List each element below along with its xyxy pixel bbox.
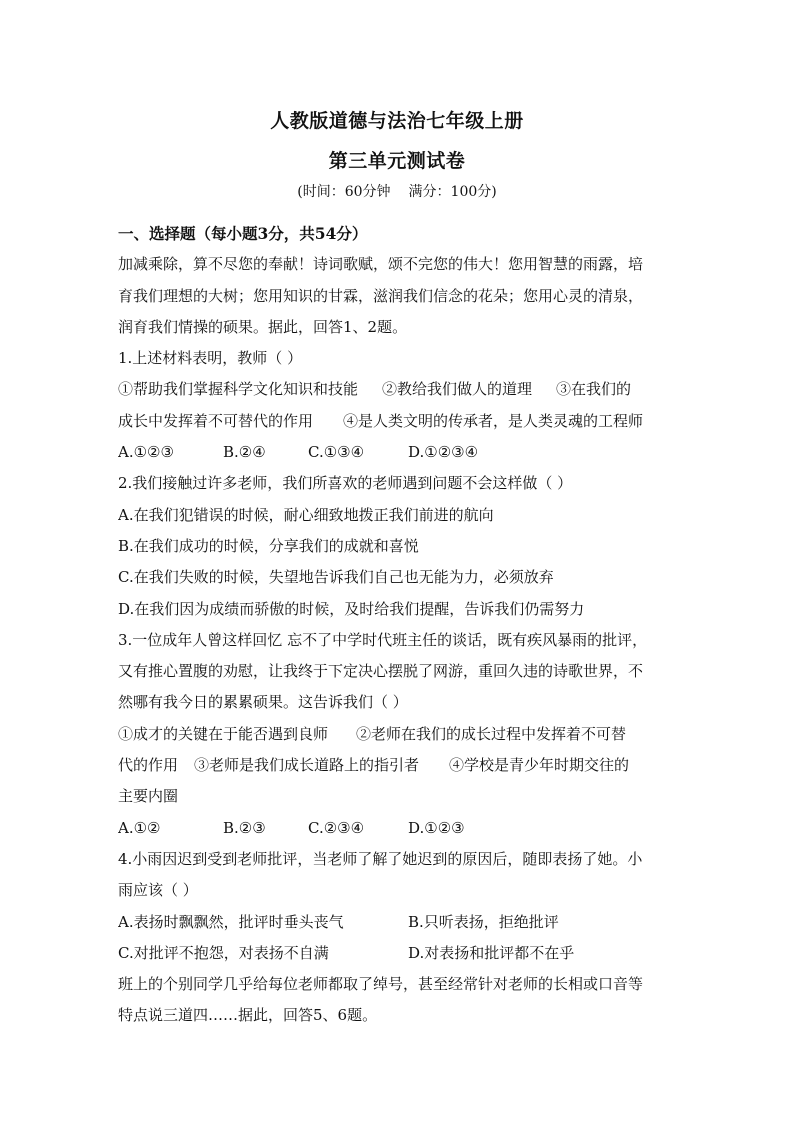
exam-info [0,181,794,201]
question-4-stem: 雨应该（ ） [118,881,198,900]
intro-text-line: 特点说三道四……据此，回答5、6题。 [118,1006,378,1025]
exam-content [118,218,688,1032]
section-heading: 一、选择题（每小题3分，共54分） [118,224,368,243]
question-3-stem: 然哪有我今日的累累硕果。这告诉我们（ ） [118,693,408,712]
choice-a: A.表扬时飘飘然，批评时垂头丧气 [118,912,344,931]
choice-a: A.①② [118,818,161,837]
time-limit: (时间：60分钟 [297,184,391,200]
choice-d: D.对表扬和批评都不在乎 [408,943,575,962]
statement: 代的作用 [118,756,179,775]
choice-b: B.只听表扬，拒绝批评 [408,912,559,931]
question-4-choices [118,907,688,938]
intro-text-line: 班上的个别同学几乎给每位老师都取了绰号，甚至经常针对老师的长相或口音等 [118,975,644,994]
question-4-choices [118,938,688,969]
choice-b: B.②③ [223,818,266,837]
choice-b: B.在我们成功的时候，分享我们的成就和喜悦 [118,536,419,555]
statement: ②教给我们做人的道理 [382,380,533,399]
question-3-statements [118,750,688,781]
statement: ③在我们的 [556,380,632,399]
statement: ③老师是我们成长道路上的指引者 [194,756,420,775]
question-3-statements [118,719,688,750]
full-score: 满分：100分) [408,184,497,200]
question-3-stem: 又有推心置腹的劝慰，让我终于下定决心摆脱了网游，重回久违的诗歌世界，不 [118,662,644,681]
choice-c: C.②③④ [308,818,365,837]
question-1-statements [118,374,688,405]
unit-title: 第三单元测试卷 [328,150,466,172]
question-1-choices [118,437,688,468]
question-3-stem: 3.一位成年人曾这样回忆 忘不了中学时代班主任的谈话，既有疾风暴雨的批评， [118,630,648,649]
question-3-choices [118,813,688,844]
intro-text-line: 加减乘除，算不尽您的奉献！诗词歌赋，颂不完您的伟大！您用智慧的雨露，培 [118,255,644,274]
intro-text-line: 育我们理想的大树；您用知识的甘霖，滋润我们信念的花朵；您用心灵的清泉， [118,286,644,305]
choice-c: C.对批评不抱怨，对表扬不自满 [118,943,329,962]
choice-c: C.①③④ [308,443,365,462]
choice-d: D.①②③ [408,818,465,837]
question-2-stem: 2.我们接触过许多老师，我们所喜欢的老师遇到问题不会这样做（ ） [118,474,573,493]
choice-a: A.在我们犯错误的时候，耐心细致地拨正我们前进的航向 [118,505,494,524]
choice-c: C.在我们失败的时候，失望地告诉我们自己也无能为力，必须放弃 [118,568,554,587]
question-4-stem: 4.小雨因迟到受到老师批评，当老师了解了她迟到的原因后，随即表扬了她。小 [118,849,643,868]
intro-text-line: 润育我们情操的硕果。据此，回答1、2题。 [118,317,408,336]
question-1-stem: 1.上述材料表明，教师（ ） [118,349,303,368]
question-3-statements: 主要内圈 [118,787,179,806]
statement: ①帮助我们掌握科学文化知识和技能 [118,380,359,399]
choice-d: D.在我们因为成绩而骄傲的时候，及时给我们提醒，告诉我们仍需努力 [118,599,585,618]
choice-b: B.②④ [223,443,266,462]
statement: ④学校是青少年时期交往的 [449,756,630,775]
choice-a: A.①②③ [118,443,174,462]
statement: ④是人类文明的传承者，是人类灵魂的工程师 [343,411,644,430]
question-1-statements [118,406,688,437]
statement: ②老师在我们的成长过程中发挥着不可替 [356,724,627,743]
exam-title: 人教版道德与法治七年级上册 [270,110,524,132]
statement: ①成才的关键在于能否遇到良师 [118,724,329,743]
choice-d: D.①②③④ [408,443,479,462]
statement: 成长中发挥着不可替代的作用 [118,411,314,430]
